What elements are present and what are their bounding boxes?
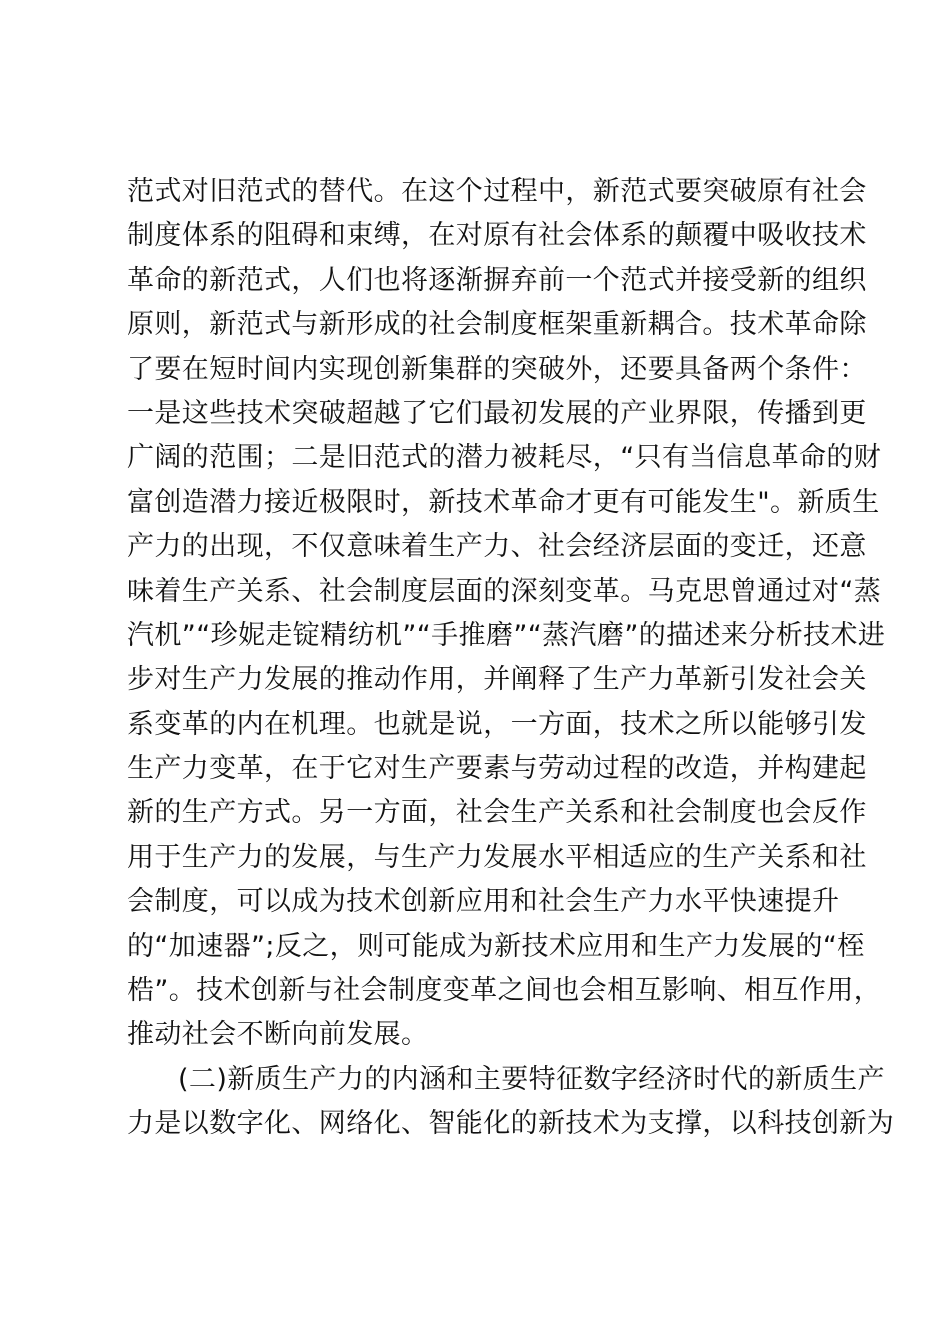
text-line: 推动社会不断向前发展。 [127, 1019, 429, 1051]
text-line: 一是这些技术突破超越了它们最初发展的产业界限，传播到更 [127, 397, 867, 429]
text-line: 范式对旧范式的替代。在这个过程中，新范式要突破原有社会 [127, 176, 867, 207]
text-line: 革命的新范式，人们也将逐渐摒弃前一个范式并接受新的组织 [127, 264, 867, 296]
text-line: 新的生产方式。另一方面，社会生产关系和社会制度也会反作 [127, 797, 867, 829]
text-line: 富创造潜力接近极限时，新技术革命才更有可能发生"。新质生 [127, 486, 880, 518]
text-line: 用于生产力的发展，与生产力发展水平相适应的生产关系和社 [127, 841, 867, 873]
text-line: 梏”。技术创新与社会制度变革之间也会相互影响、相互作用， [127, 975, 882, 1007]
text-line: 生产力变革，在于它对生产要素与劳动过程的改造，并构建起 [127, 753, 867, 785]
text-line: 制度体系的阻碍和束缚，在对原有社会体系的颠覆中吸收技术 [127, 220, 867, 252]
paragraph-1 [127, 170, 886, 1058]
text-line: 产力的出现，不仅意味着生产力、社会经济层面的变迁，还意 [127, 531, 867, 563]
text-line: 的“加速器”;反之，则可能成为新技术应用和生产力发展的“桎 [127, 930, 865, 962]
text-line: 了要在短时间内实现创新集群的突破外，还要具备两个条件： [127, 353, 867, 385]
text-line: 力是以数字化、网络化、智能化的新技术为支撑，以科技创新为 [127, 1108, 895, 1140]
text-line: 原则，新范式与新形成的社会制度框架重新耦合。技术革命除 [127, 309, 867, 341]
body-text [127, 170, 895, 1147]
paragraph-2 [127, 1058, 895, 1147]
text-line: 广阔的范围；二是旧范式的潜力被耗尽，“只有当信息革命的财 [127, 442, 882, 474]
text-line: 味着生产关系、社会制度层面的深刻变革。马克思曾通过对“蒸 [127, 575, 882, 607]
text-line: 系变革的内在机理。也就是说，一方面，技术之所以能够引发 [127, 708, 867, 740]
text-line: (二)新质生产力的内涵和主要特征数字经济时代的新质生产 [178, 1063, 885, 1095]
text-line: 步对生产力发展的推动作用，并阐释了生产力革新引发社会关 [127, 664, 867, 696]
text-line: 汽机”“珍妮走锭精纺机”“手推磨”“蒸汽磨”的描述来分析技术进 [127, 619, 886, 651]
text-line: 会制度，可以成为技术创新应用和社会生产力水平快速提升 [127, 886, 840, 918]
